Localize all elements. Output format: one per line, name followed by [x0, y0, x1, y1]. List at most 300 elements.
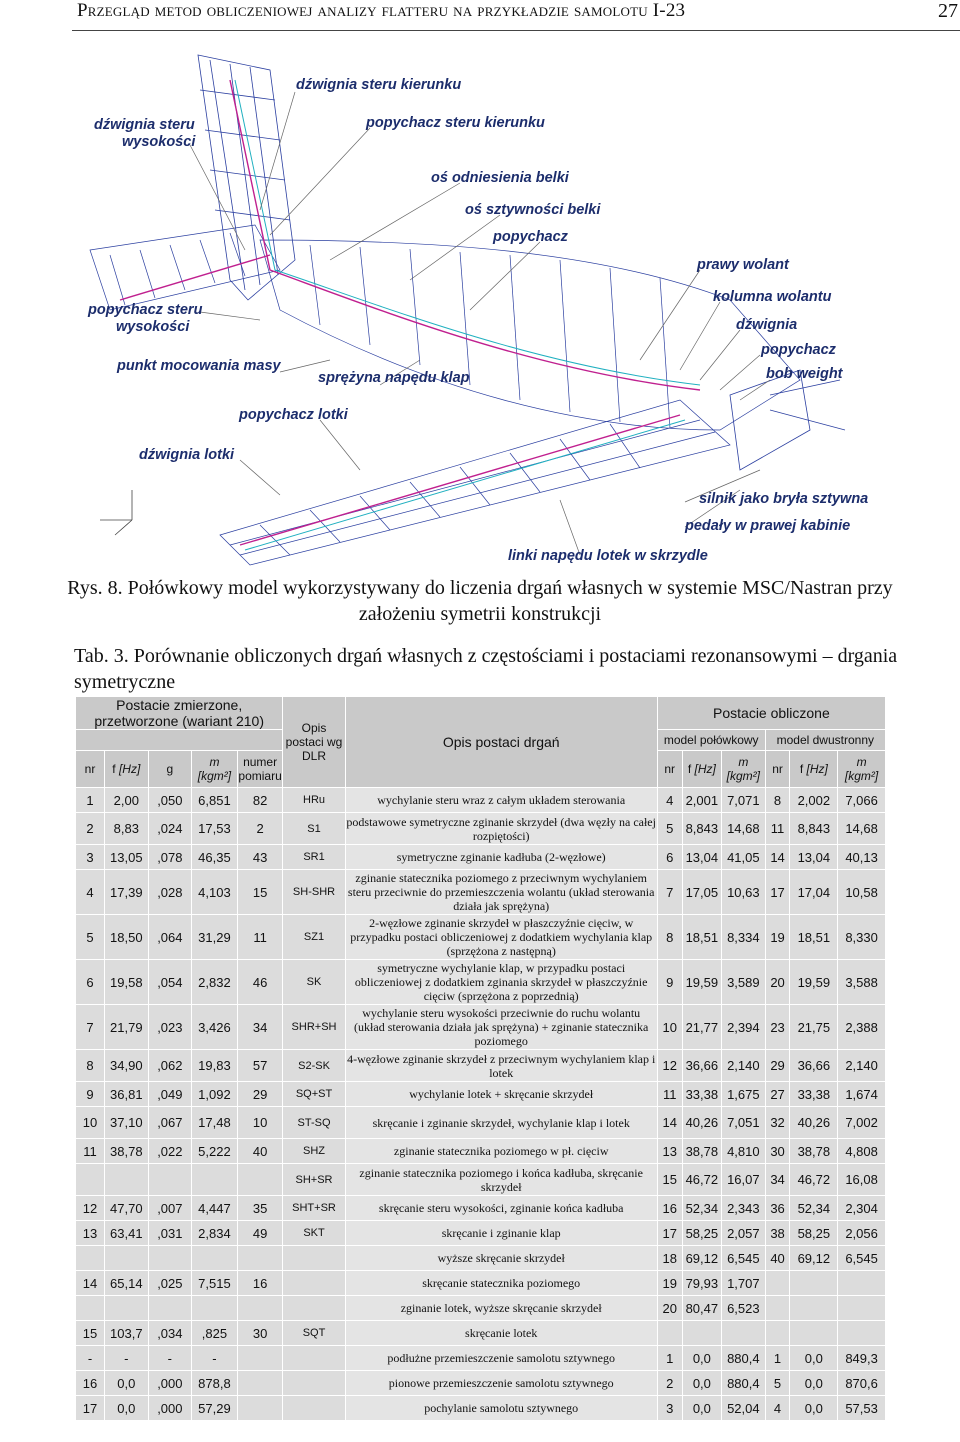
cell-dlr — [283, 1271, 345, 1296]
cell-f: 36,81 — [105, 1082, 149, 1107]
cell-desc: wychylanie steru wysokości przeciwnie do ruchu wolantu (układ sterowania działa jak sprężyna) + zginanie statecznika poziomego — [345, 1005, 657, 1050]
cell-hf: 19,59 — [682, 960, 721, 1005]
cell-g: ,067 — [148, 1107, 192, 1139]
cell-dlr — [283, 1371, 345, 1396]
table-row — [76, 1196, 886, 1221]
cell-g: ,034 — [148, 1321, 192, 1346]
cell-hm: 6,523 — [722, 1296, 766, 1321]
cell-ff: 40,26 — [790, 1107, 838, 1139]
header-title: Przegląd metod obliczeniowej analizy flatteru na przykładzie samolotu I-23 — [77, 0, 686, 21]
cell-nr: 2 — [76, 813, 105, 845]
cell-f: 63,41 — [105, 1221, 149, 1246]
cell-hf: 18,51 — [682, 915, 721, 960]
cell-num — [237, 1296, 283, 1321]
table-row — [76, 1139, 886, 1164]
figure-caption: Rys. 8. Połówkowy model wykorzystywany do liczenia drgań własnych w systemie MSC/Nastran przy założeniu symetrii konstrukcji — [67, 577, 893, 625]
cell-ff — [790, 1296, 838, 1321]
table-row — [76, 870, 886, 915]
cell-fnr: 23 — [765, 1005, 790, 1050]
cell-desc: skręcanie i zginanie klap — [345, 1221, 657, 1246]
cell-fnr: 20 — [765, 960, 790, 1005]
cell-m: 19,83 — [192, 1050, 238, 1082]
cell-fm: 6,545 — [838, 1246, 886, 1271]
cell-desc: symetryczne zginanie kadłuba (2-węzłowe) — [345, 845, 657, 870]
cell-hm: 16,07 — [722, 1164, 766, 1196]
table-row — [76, 813, 886, 845]
running-header — [72, 0, 960, 31]
cell-f: 18,50 — [105, 915, 149, 960]
cell-num: 82 — [237, 788, 283, 813]
cell-fm: 3,588 — [838, 960, 886, 1005]
cell-f: 21,79 — [105, 1005, 149, 1050]
label-os-odniesienia: oś odniesienia belki — [431, 170, 569, 186]
col-g: g — [148, 751, 192, 788]
cell-nr: 14 — [76, 1271, 105, 1296]
cell-fnr: 14 — [765, 845, 790, 870]
header-measured: Postacie zmierzone, przetworzone (wariant 210) — [76, 697, 283, 730]
cell-f — [105, 1296, 149, 1321]
cell-fm: 8,330 — [838, 915, 886, 960]
cell-dlr: SH-SHR — [283, 870, 345, 915]
cell-hm: 1,707 — [722, 1271, 766, 1296]
label-kolumna-wolantu: kolumna wolantu — [713, 289, 832, 305]
cell-f: 34,90 — [105, 1050, 149, 1082]
cell-fm — [838, 1321, 886, 1346]
cell-fnr: 30 — [765, 1139, 790, 1164]
cell-ff: 13,04 — [790, 845, 838, 870]
cell-nr: 1 — [76, 788, 105, 813]
cell-fnr: 36 — [765, 1196, 790, 1221]
cell-nr: 13 — [76, 1221, 105, 1246]
table-row — [76, 1371, 886, 1396]
table-row — [76, 1271, 886, 1296]
cell-m: - — [192, 1346, 238, 1371]
cell-nr: 10 — [76, 1107, 105, 1139]
cell-num: 49 — [237, 1221, 283, 1246]
cell-dlr: S1 — [283, 813, 345, 845]
cell-fnr: 5 — [765, 1371, 790, 1396]
cell-desc: podstawowe symetryczne zginanie skrzydeł (dwa węzły na całej rozpiętości) — [346, 814, 656, 843]
cell-hf: 33,38 — [682, 1082, 721, 1107]
cell-hnr: 4 — [657, 788, 682, 813]
cell-hm: 3,589 — [722, 960, 766, 1005]
cell-ff — [790, 1271, 838, 1296]
cell-num — [237, 1346, 283, 1371]
cell-m: 4,103 — [192, 870, 238, 915]
cell-f: 2,00 — [105, 788, 149, 813]
header-model-full: model dwustronny — [765, 730, 885, 751]
cell-hf: 40,26 — [682, 1107, 721, 1139]
table-row — [76, 1321, 886, 1346]
cell-desc: 4-węzłowe zginanie skrzydeł z przeciwnym wychylaniem klap i lotek — [347, 1051, 656, 1080]
cell-hm: 2,394 — [722, 1005, 766, 1050]
cell-num: 35 — [237, 1196, 283, 1221]
cell-num: 11 — [237, 915, 283, 960]
cell-desc: pionowe przemieszczenie samolotu sztywnego — [345, 1371, 657, 1396]
cell-nr — [76, 1296, 105, 1321]
cell-dlr: HRu — [283, 788, 345, 813]
cell-nr: 15 — [76, 1321, 105, 1346]
cell-desc: wychylanie steru wraz z całym układem sterowania — [345, 788, 657, 813]
cell-hf: 52,34 — [682, 1196, 721, 1221]
cell-dlr — [283, 1246, 345, 1271]
cell-f: 19,58 — [105, 960, 149, 1005]
col-half-m-unit: [kgm²] — [726, 769, 760, 783]
cell-ff: 33,38 — [790, 1082, 838, 1107]
col-full-f-unit: [Hz] — [806, 762, 828, 776]
table-row — [76, 1050, 886, 1082]
cell-hnr: 7 — [657, 870, 682, 915]
cell-m: 6,851 — [192, 788, 238, 813]
cell-fm — [838, 1296, 886, 1321]
cell-hnr: 16 — [657, 1196, 682, 1221]
cell-fnr: 34 — [765, 1164, 790, 1196]
cell-hnr — [657, 1321, 682, 1346]
cell-hnr: 19 — [657, 1271, 682, 1296]
cell-g: ,054 — [148, 960, 192, 1005]
label-dzwignia-steru-wysokosci-line: wysokości — [122, 134, 196, 150]
cell-m: 17,48 — [192, 1107, 238, 1139]
cell-m: 31,29 — [192, 915, 238, 960]
cell-fm: 7,002 — [838, 1107, 886, 1139]
table-body — [76, 788, 886, 1421]
col-full-nr: nr — [765, 751, 790, 788]
cell-hf: 38,78 — [682, 1139, 721, 1164]
comparison-table — [75, 696, 886, 1421]
table-row — [76, 1296, 886, 1321]
col-half-f-unit: [Hz] — [694, 762, 716, 776]
cell-hnr: 2 — [657, 1371, 682, 1396]
cell-fm: 2,304 — [838, 1196, 886, 1221]
cell-hm: 7,071 — [722, 788, 766, 813]
col-full-f — [790, 751, 838, 788]
cell-dlr: SQT — [283, 1321, 345, 1346]
cell-hf: 36,66 — [682, 1050, 721, 1082]
cell-hm: 2,140 — [722, 1050, 766, 1082]
cell-fnr: 40 — [765, 1246, 790, 1271]
cell-hf: 69,12 — [682, 1246, 721, 1271]
cell-fm: 4,808 — [838, 1139, 886, 1164]
cell-m: 1,092 — [192, 1082, 238, 1107]
cell-fnr: 32 — [765, 1107, 790, 1139]
cell-num — [237, 1246, 283, 1271]
cell-dlr: SQ+ST — [283, 1082, 345, 1107]
cell-dlr: SHR+SH — [283, 1005, 345, 1050]
cell-fm: 14,68 — [838, 813, 886, 845]
cell-dlr: SHZ — [283, 1139, 345, 1164]
cell-hm: 52,04 — [722, 1396, 766, 1421]
label-pedaly: pedały w prawej kabinie — [685, 518, 851, 534]
cell-fm: 849,3 — [838, 1346, 886, 1371]
label-popychacz-lotki: popychacz lotki — [239, 407, 348, 423]
cell-ff: 52,34 — [790, 1196, 838, 1221]
col-half-f — [682, 751, 721, 788]
cell-nr: 12 — [76, 1196, 105, 1221]
label-punkt-mocowania: punkt mocowania masy — [117, 358, 281, 374]
label-popychacz-2: popychacz — [761, 342, 836, 358]
cell-dlr: SHT+SR — [283, 1196, 345, 1221]
cell-fnr: 38 — [765, 1221, 790, 1246]
cell-g: ,064 — [148, 915, 192, 960]
table-row — [76, 1346, 886, 1371]
cell-num: 34 — [237, 1005, 283, 1050]
cell-fnr: 4 — [765, 1396, 790, 1421]
cell-hnr: 6 — [657, 845, 682, 870]
label-bob-weight: bob weight — [766, 366, 843, 382]
cell-num: 40 — [237, 1139, 283, 1164]
cell-g: ,022 — [148, 1139, 192, 1164]
label-linki: linki napędu lotek w skrzydle — [508, 548, 708, 564]
cell-g: ,007 — [148, 1196, 192, 1221]
cell-ff: 21,75 — [790, 1005, 838, 1050]
cell-fm: 1,674 — [838, 1082, 886, 1107]
cell-f: 17,39 — [105, 870, 149, 915]
col-full-f-label: f — [799, 762, 804, 776]
cell-desc: symetryczne wychylanie klap, w przypadku postaci obliczeniowej z dodatkiem zginania skrzydeł w płaszczyźnie cięciw (sprzężona z poprzednią) — [345, 960, 657, 1005]
cell-num: 46 — [237, 960, 283, 1005]
cell-m: 2,834 — [192, 1221, 238, 1246]
cell-g: ,025 — [148, 1271, 192, 1296]
cell-f: 0,0 — [105, 1371, 149, 1396]
cell-num: 2 — [237, 813, 283, 845]
table-row — [76, 788, 886, 813]
cell-f: 0,0 — [105, 1396, 149, 1421]
cell-nr: 7 — [76, 1005, 105, 1050]
page-number: 27 — [938, 0, 958, 22]
cell-fnr: 17 — [765, 870, 790, 915]
cell-nr: 4 — [76, 870, 105, 915]
comparison-table-wrap — [75, 696, 886, 1442]
cell-dlr: SZ1 — [283, 915, 345, 960]
cell-hm: 14,68 — [722, 813, 766, 845]
cell-num: 29 — [237, 1082, 283, 1107]
cell-hnr: 5 — [657, 813, 682, 845]
cell-m: 57,29 — [192, 1396, 238, 1421]
cell-hf: 0,0 — [682, 1396, 721, 1421]
cell-fnr: 8 — [765, 788, 790, 813]
cell-desc: podłużne przemieszczenie samolotu sztywnego — [345, 1346, 657, 1371]
table-caption: Tab. 3. Porównanie obliczonych drgań własnych z częstościami i postaciami rezonansowymi – drgania symetryczne — [74, 645, 898, 693]
cell-fnr: 19 — [765, 915, 790, 960]
cell-ff: 0,0 — [790, 1371, 838, 1396]
cell-hf: 17,05 — [682, 870, 721, 915]
label-os-sztywnosci: oś sztywności belki — [465, 202, 601, 218]
cell-ff — [790, 1321, 838, 1346]
cell-nr: 9 — [76, 1082, 105, 1107]
cell-num: 43 — [237, 845, 283, 870]
cell-fm — [838, 1271, 886, 1296]
cell-hnr: 11 — [657, 1082, 682, 1107]
cell-g — [148, 1246, 192, 1271]
cell-hf: 21,77 — [682, 1005, 721, 1050]
col-m — [192, 751, 238, 788]
cell-dlr: SH+SR — [283, 1164, 345, 1196]
cell-hm: 4,810 — [722, 1139, 766, 1164]
cell-f — [105, 1164, 149, 1196]
cell-hf: 13,04 — [682, 845, 721, 870]
cell-dlr — [283, 1296, 345, 1321]
col-numer: numer pomiaru — [237, 751, 283, 788]
cell-f: 13,05 — [105, 845, 149, 870]
cell-dlr — [283, 1396, 345, 1421]
cell-num: 10 — [237, 1107, 283, 1139]
cell-g — [148, 1164, 192, 1196]
cell-f: 65,14 — [105, 1271, 149, 1296]
cell-hm: 1,675 — [722, 1082, 766, 1107]
cell-ff: 18,51 — [790, 915, 838, 960]
col-full-m-label: m — [856, 755, 867, 769]
cell-m: 17,53 — [192, 813, 238, 845]
cell-hnr: 17 — [657, 1221, 682, 1246]
cell-hm: 7,051 — [722, 1107, 766, 1139]
cell-nr: 17 — [76, 1396, 105, 1421]
cell-hf: 58,25 — [682, 1221, 721, 1246]
col-f-label: f — [112, 762, 116, 776]
cell-hf: 46,72 — [682, 1164, 721, 1196]
cell-f: 38,78 — [105, 1139, 149, 1164]
cell-dlr: S2-SK — [283, 1050, 345, 1082]
cell-m: ,825 — [192, 1321, 238, 1346]
cell-g: ,031 — [148, 1221, 192, 1246]
label-dzwignia: dźwignia — [736, 317, 798, 333]
cell-fnr: 29 — [765, 1050, 790, 1082]
cell-g: ,049 — [148, 1082, 192, 1107]
header-desc: Opis postaci drgań — [345, 697, 657, 788]
cell-hm: 6,545 — [722, 1246, 766, 1271]
cell-desc: wychylanie lotek + skręcanie skrzydeł — [345, 1082, 657, 1107]
cell-fm: 16,08 — [838, 1164, 886, 1196]
cell-hf: 8,843 — [682, 813, 721, 845]
table-row — [76, 845, 886, 870]
label-popychacz-steru-kierunku: popychacz steru kierunku — [366, 115, 545, 131]
cell-hnr: 8 — [657, 915, 682, 960]
cell-m: 46,35 — [192, 845, 238, 870]
fem-model-drawing — [80, 50, 890, 570]
cell-hnr: 10 — [657, 1005, 682, 1050]
cell-m: 2,832 — [192, 960, 238, 1005]
table-row — [76, 1082, 886, 1107]
header-opis-dlr: Opis postaci wg DLR — [283, 697, 345, 788]
cell-num: 57 — [237, 1050, 283, 1082]
cell-dlr: SK — [283, 960, 345, 1005]
cell-hnr: 15 — [657, 1164, 682, 1196]
label-popychacz-steru-wysokosci-line: popychacz steru — [88, 302, 203, 318]
cell-m: 878,8 — [192, 1371, 238, 1396]
cell-g: ,078 — [148, 845, 192, 870]
cell-hf — [682, 1321, 721, 1346]
cell-ff: 17,04 — [790, 870, 838, 915]
cell-nr: 5 — [76, 915, 105, 960]
cell-ff: 19,59 — [790, 960, 838, 1005]
cell-hnr: 3 — [657, 1396, 682, 1421]
col-half-m-label: m — [738, 755, 749, 769]
cell-f: 37,10 — [105, 1107, 149, 1139]
table-row — [76, 960, 886, 1005]
cell-num — [237, 1371, 283, 1396]
cell-m: 7,515 — [192, 1271, 238, 1296]
cell-nr — [76, 1246, 105, 1271]
cell-fm: 870,6 — [838, 1371, 886, 1396]
cell-m — [192, 1296, 238, 1321]
cell-dlr: SR1 — [283, 845, 345, 870]
cell-ff: 0,0 — [790, 1396, 838, 1421]
cell-hm: 880,4 — [722, 1371, 766, 1396]
cell-f — [105, 1246, 149, 1271]
cell-dlr: SKT — [283, 1221, 345, 1246]
cell-f: 8,83 — [105, 813, 149, 845]
cell-fnr: 11 — [765, 813, 790, 845]
table-row — [76, 915, 886, 960]
header-computed: Postacie obliczone — [657, 697, 885, 730]
col-f — [105, 751, 149, 788]
cell-num: 16 — [237, 1271, 283, 1296]
cell-g: ,028 — [148, 870, 192, 915]
cell-desc: zginanie statecznika poziomego w pł. cięciw — [345, 1139, 657, 1164]
table-row — [76, 1107, 886, 1139]
cell-hm: 880,4 — [722, 1346, 766, 1371]
table-row — [76, 1005, 886, 1050]
cell-ff: 36,66 — [790, 1050, 838, 1082]
cell-desc: zginanie statecznika poziomego i końca kadłuba, skręcanie skrzydeł — [345, 1164, 657, 1196]
cell-hnr: 14 — [657, 1107, 682, 1139]
cell-hnr: 13 — [657, 1139, 682, 1164]
cell-dlr — [283, 1346, 345, 1371]
cell-hf: 0,0 — [682, 1371, 721, 1396]
cell-fm: 10,58 — [838, 870, 886, 915]
label-dzwignia-steru-kierunku: dźwignia steru kierunku — [296, 77, 462, 93]
cell-hf: 0,0 — [682, 1346, 721, 1371]
col-m-unit: [kgm²] — [197, 769, 232, 783]
cell-g: ,062 — [148, 1050, 192, 1082]
label-popychacz-steru-wysokosci-line: wysokości — [116, 319, 190, 335]
cell-hm: 2,343 — [722, 1196, 766, 1221]
cell-desc: zginanie lotek, wyższe skręcanie skrzydeł — [345, 1296, 657, 1321]
col-half-m — [722, 751, 766, 788]
table-row — [76, 1246, 886, 1271]
cell-hnr: 18 — [657, 1246, 682, 1271]
cell-nr: 8 — [76, 1050, 105, 1082]
cell-nr — [76, 1164, 105, 1196]
cell-hm — [722, 1321, 766, 1346]
cell-hnr: 12 — [657, 1050, 682, 1082]
cell-g: - — [148, 1346, 192, 1371]
cell-hf: 80,47 — [682, 1296, 721, 1321]
cell-ff: 2,002 — [790, 788, 838, 813]
cell-m — [192, 1164, 238, 1196]
cell-ff: 46,72 — [790, 1164, 838, 1196]
cell-g: ,023 — [148, 1005, 192, 1050]
header-spacer — [76, 730, 283, 751]
cell-g: ,000 — [148, 1371, 192, 1396]
cell-desc: wyższe skręcanie skrzydeł — [345, 1246, 657, 1271]
cell-desc: skręcanie steru wysokości, zginanie końca kadłuba — [345, 1196, 657, 1221]
col-half-nr: nr — [657, 751, 682, 788]
cell-ff: 0,0 — [790, 1346, 838, 1371]
cell-m: 3,426 — [192, 1005, 238, 1050]
cell-desc: pochylanie samolotu sztywnego — [345, 1396, 657, 1421]
cell-fnr — [765, 1271, 790, 1296]
figure-fem-model — [80, 50, 890, 570]
cell-ff: 8,843 — [790, 813, 838, 845]
cell-fm: 2,056 — [838, 1221, 886, 1246]
cell-desc: skręcanie i zginanie skrzydeł, wychylanie klap i lotek — [345, 1107, 657, 1139]
cell-hm: 8,334 — [722, 915, 766, 960]
cell-ff: 58,25 — [790, 1221, 838, 1246]
cell-nr: 16 — [76, 1371, 105, 1396]
table-row — [76, 1164, 886, 1196]
cell-hf: 2,001 — [682, 788, 721, 813]
cell-nr: 11 — [76, 1139, 105, 1164]
